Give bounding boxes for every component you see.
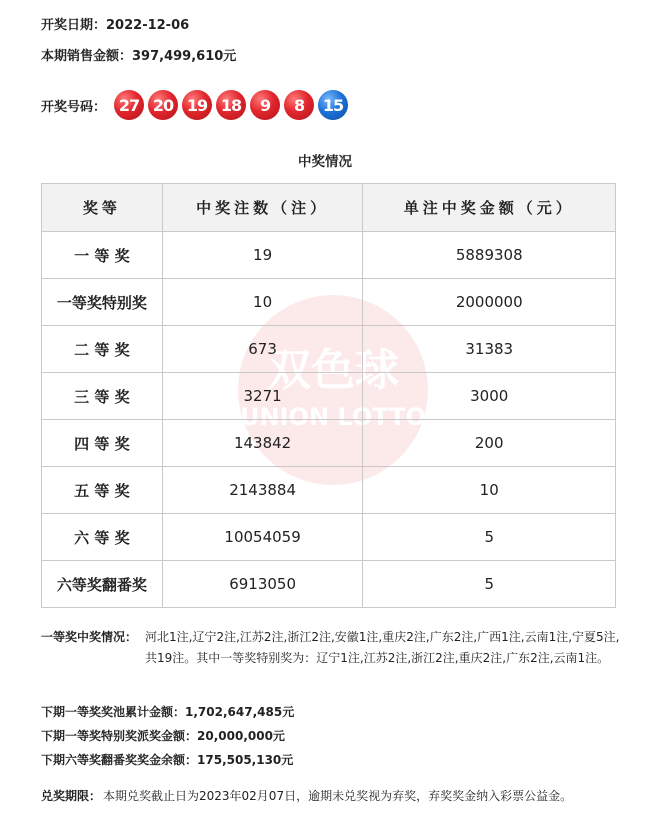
- prize-level: 二 等 奖: [42, 326, 163, 373]
- prize-level: 六等奖翻番奖: [42, 561, 163, 608]
- table-row: [42, 467, 616, 514]
- next-sixth-line: [41, 751, 293, 768]
- prize-level: 一 等 奖: [42, 232, 163, 279]
- table-header-row: [42, 184, 616, 232]
- winner-count: 10: [162, 279, 363, 326]
- prize-section-title: 中奖情况: [298, 154, 352, 170]
- prize-level: 六 等 奖: [42, 514, 163, 561]
- next-sixth-label: 下期六等奖翻番奖奖金余额：: [41, 753, 198, 767]
- winning-numbers: [41, 88, 352, 122]
- header-level: 奖等: [42, 184, 163, 232]
- header-count: 中奖注数（注）: [162, 184, 363, 232]
- next-special-value: 20,000,000元: [197, 729, 285, 743]
- watermark-logo-sub: UNION LOTTO: [240, 403, 426, 431]
- winner-count: 19: [162, 232, 363, 279]
- next-special-label: 下期一等奖特别奖派奖金额：: [41, 729, 198, 743]
- prize-amount: 3000: [363, 373, 616, 420]
- prize-amount: 200: [363, 420, 616, 467]
- deadline-text: 本期兑奖截止日为2023年02月07日，逾期未兑奖视为弃奖，弃奖奖金纳入彩票公益金。: [103, 789, 573, 803]
- winner-count: 673: [162, 326, 363, 373]
- sales-value: 397,499,610元: [132, 49, 237, 64]
- table-row: [42, 326, 616, 373]
- blue-ball: 15: [318, 90, 348, 120]
- prize-amount: 5: [363, 514, 616, 561]
- winner-count: 3271: [162, 373, 363, 420]
- next-pool-value: 1,702,647,485元: [185, 705, 295, 719]
- first-prize-detail-text: 河北1注,辽宁2注,江苏2注,浙江2注,安徽1注,重庆2注,广东2注,广西1注,云南1注,宁夏5注,共19注。其中一等奖特别奖为：辽宁1注,江苏2注,浙江2注,重庆2注,广东2注,云南1注。: [145, 630, 620, 665]
- prize-level: 三 等 奖: [42, 373, 163, 420]
- red-ball: 20: [148, 90, 178, 120]
- next-sixth-value: 175,505,130元: [197, 753, 294, 767]
- draw-date-line: [41, 14, 189, 33]
- prize-table: [41, 183, 616, 608]
- prize-amount: 5: [363, 561, 616, 608]
- prize-amount: 31383: [363, 326, 616, 373]
- redemption-deadline: [41, 787, 621, 806]
- winner-count: 6913050: [162, 561, 363, 608]
- sales-label: 本期销售金额：: [41, 49, 133, 64]
- table-row: [42, 561, 616, 608]
- winning-numbers-label: 开奖号码：: [41, 99, 107, 115]
- first-prize-detail-label: 一等奖中奖情况：: [41, 630, 138, 644]
- prize-amount: 5889308: [363, 232, 616, 279]
- draw-date-value: 2022-12-06: [106, 18, 190, 33]
- prize-level: 四 等 奖: [42, 420, 163, 467]
- prize-level: 五 等 奖: [42, 467, 163, 514]
- red-ball: 18: [216, 90, 246, 120]
- prize-amount: 2000000: [363, 279, 616, 326]
- next-pool-label: 下期一等奖奖池累计金额：: [41, 705, 186, 719]
- table-row: [42, 279, 616, 326]
- first-prize-detail: [41, 627, 621, 669]
- next-special-line: [41, 727, 285, 744]
- red-ball: 8: [284, 90, 314, 120]
- red-ball: 27: [114, 90, 144, 120]
- table-row: [42, 232, 616, 279]
- winner-count: 10054059: [162, 514, 363, 561]
- winner-count: 143842: [162, 420, 363, 467]
- sales-line: [41, 45, 236, 64]
- prize-amount: 10: [363, 467, 616, 514]
- header-amount: 单注中奖金额（元）: [363, 184, 616, 232]
- table-row: [42, 373, 616, 420]
- table-row: [42, 514, 616, 561]
- red-ball: 9: [250, 90, 280, 120]
- red-ball: 19: [182, 90, 212, 120]
- table-row: [42, 420, 616, 467]
- next-pool-line: [41, 703, 294, 720]
- winner-count: 2143884: [162, 467, 363, 514]
- deadline-label: 兑奖期限：: [41, 789, 102, 803]
- draw-date-label: 开奖日期：: [41, 18, 107, 33]
- watermark-logo-text: 双色球: [267, 345, 399, 396]
- prize-level: 一等奖特别奖: [42, 279, 163, 326]
